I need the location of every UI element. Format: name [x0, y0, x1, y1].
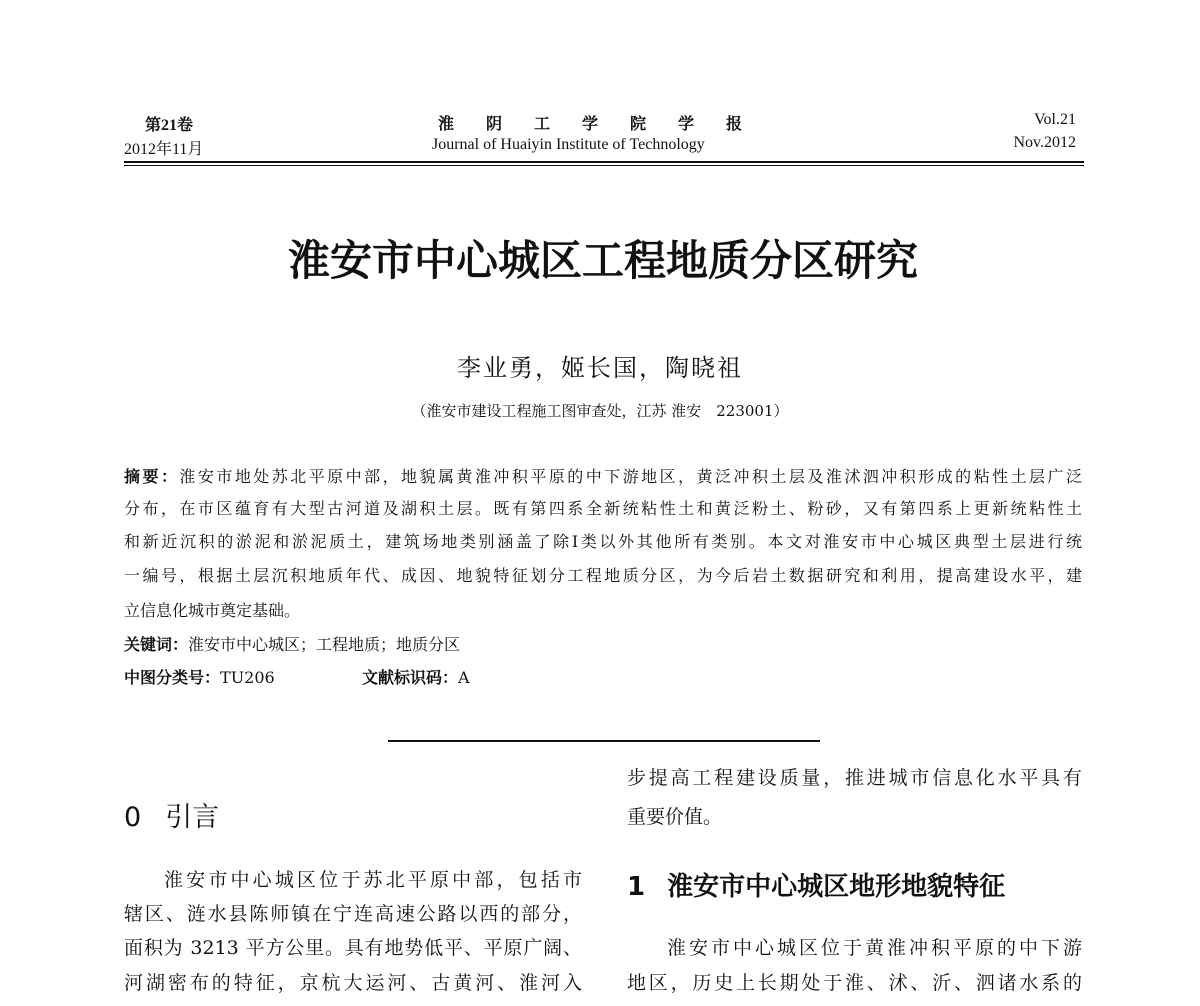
paragraph-line: 面积为 3213 平方公里。具有地势低平、平原广阔、 [124, 937, 582, 959]
abstract-line: 一编号，根据土层沉积地质年代、成因、地貌特征划分工程地质分区，为今后岩土数据研究和利用，提高建设水平，建 [124, 566, 1082, 585]
affiliation: （淮安市建设工程施工图审查处，江苏 淮安 223001） [411, 402, 789, 420]
keywords [124, 632, 460, 655]
paragraph-line: 河湖密布的特征，京杭大运河、古黄河、淮河入 [124, 972, 582, 994]
issue-date: 2012年11月 [124, 141, 204, 158]
header-rule [124, 161, 1084, 163]
keywords-label: 关键词： [124, 635, 189, 654]
section-heading-1: 1 淮安市中心城区地形地貌特征 [627, 872, 1006, 902]
classification: 中图分类号：TU206 [124, 668, 275, 687]
abstract-label: 摘要： [124, 467, 180, 486]
section-heading-0: 0 引言 [124, 802, 220, 833]
keywords-text: 淮安市中心城区；工程地质；地质分区 [188, 635, 461, 654]
header-rule-thin [124, 165, 1084, 166]
section-divider [388, 740, 820, 742]
volume-label: 第21卷 [145, 117, 194, 134]
abstract-line: 立信息化城市奠定基础。 [124, 601, 301, 620]
journal-name-cn: 淮 阴 工 学 院 学 报 [438, 116, 753, 133]
abstract-line: 摘要：淮安市地处苏北平原中部，地貌属黄淮冲积平原的中下游地区，黄泛冲积土层及淮沭泗冲积形成的粘性土层广泛 [124, 467, 1082, 486]
paragraph-line: 地区，历史上长期处于淮、沭、沂、泗诸水系的 [627, 972, 1082, 994]
authors: 李业勇，姬长国，陶晓祖 [457, 354, 743, 382]
abstract-line: 和新近沉积的淤泥和淤泥质土，建筑场地类别涵盖了除Ⅰ类以外其他所有类别。本文对淮安市中心城区典型土层进行统 [124, 532, 1082, 551]
abstract-line: 分布，在市区蕴育有大型古河道及湖积土层。既有第四系全新统粘性土和黄泛粉土、粉砂，又有第四系上更新统粘性土 [124, 499, 1082, 518]
paragraph-line: 辖区、涟水县陈师镇在宁连高速公路以西的部分， [124, 903, 582, 925]
paragraph-line: 步提高工程建设质量，推进城市信息化水平具有 [627, 767, 1082, 789]
journal-name-en: Journal of Huaiyin Institute of Technology [432, 136, 705, 153]
document-code: 文献标识码：A [362, 668, 470, 687]
date-en: Nov.2012 [1013, 134, 1076, 151]
volume-en: Vol.21 [1034, 111, 1076, 128]
paragraph-line: 重要价值。 [627, 806, 723, 828]
paragraph-line: 淮安市中心城区位于黄淮冲积平原的中下游 [667, 937, 1082, 959]
paper-title: 淮安市中心城区工程地质分区研究 [287, 236, 918, 285]
paragraph-line: 淮安市中心城区位于苏北平原中部，包括市 [164, 869, 582, 891]
